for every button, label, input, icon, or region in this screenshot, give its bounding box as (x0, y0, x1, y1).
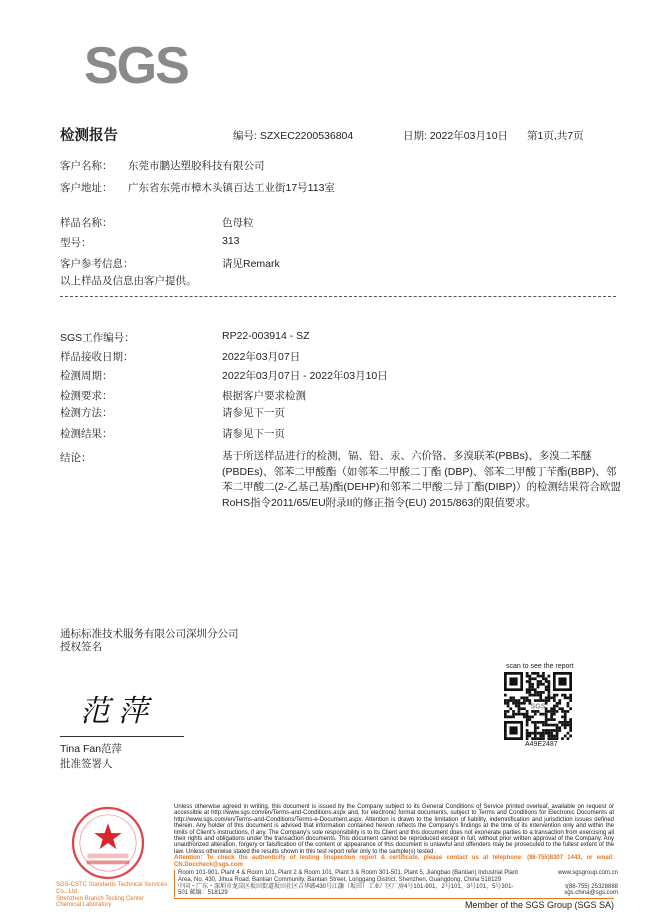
method-label: 检测方法： (60, 407, 113, 419)
qr-caption: scan to see the report (506, 663, 574, 670)
member-notice: Member of the SGS Group (SGS SA) (464, 900, 614, 911)
authorized-signature-label: 授权签名 (60, 641, 102, 653)
client-name-label: 客户名称： (60, 160, 113, 172)
qr-code[interactable] (503, 672, 573, 740)
client-address: 广东省东莞市樟木头镇百达工业街17号113室 (128, 182, 335, 194)
sample-note: 以上样品及信息由客户提供。 (60, 275, 197, 287)
model-label: 型号： (60, 237, 92, 249)
lab-name-block (56, 882, 168, 909)
lab-name-en: SGS-CSTC Standards Technical Services Co., Ltd. (56, 882, 168, 895)
test-period: 2022年03月07日 - 2022年03月10日 (222, 370, 388, 382)
client-address-label: 客户地址： (60, 182, 113, 194)
qr-code-id: A49E2487 (525, 741, 558, 748)
address-cn: 中国・广东・深圳市龙岗区坂田街道坂田社区吉华路430号江灏（坂田）工业厂区厂房4号101-901、2号101、3号101、5号301-501 邮编：518129 (178, 883, 514, 897)
lab-branch-en: Shenzhen Branch Testing Center Chemical Laboratory (56, 895, 144, 909)
received-label: 样品接收日期： (60, 351, 134, 363)
model: 313 (222, 235, 240, 247)
page-indicator: 第1页,共7页 (527, 130, 584, 142)
period-label: 检测周期： (60, 370, 113, 382)
sample-name-label: 样品名称： (60, 217, 113, 229)
address-block (174, 870, 618, 897)
inspection-stamp (66, 805, 150, 881)
received-date: 2022年03月07日 (222, 351, 301, 363)
issuing-company: 通标标准技术服务有限公司深圳分公司 (60, 628, 239, 640)
signatory-role: 批准签署人 (60, 758, 113, 770)
signatory-name: Tina Fan范萍 (60, 743, 123, 755)
request-label: 检测要求： (60, 390, 113, 402)
client-name: 东莞市鹏达塑胶科技有限公司 (128, 160, 265, 172)
test-result: 请参见下一页 (222, 428, 285, 440)
sgs-logo: SGS (84, 37, 188, 95)
authenticity-notice: Attention: To check the authenticity of testing /inspection report & certificate, please contact us at telephone: (86-755)8307 1443, or email: CN.Doccheck@sgs.com (174, 855, 614, 868)
sample-name: 色母粒 (222, 217, 254, 229)
test-method: 请参见下一页 (222, 407, 285, 419)
job-no: RP22-003914 - SZ (222, 330, 310, 342)
handwritten-signature: 范萍 (80, 694, 156, 729)
client-ref: 请见Remark (222, 258, 280, 270)
report-date: 日期: 2022年03月10日 (403, 130, 509, 142)
conclusion-text: 基于所送样品进行的检测，镉、铅、汞、六价铬、多溴联苯(PBBs)、多溴二苯醚(PBDEs)、邻苯二甲酸酯（如邻苯二甲酸二丁酯 (DBP)、邻苯二甲酸丁苄酯(BBP)、邻苯二甲酸二(2-乙基己基)酯(DEHP)和邻苯二甲酸二异丁酯(DIBP)）的检测结果符合欧盟RoHS指令2011/65/EU附录II的修正指令(EU) 2015/863的限值要求。 (222, 450, 621, 509)
conclusion-label: 结论： (60, 452, 92, 464)
report-number: 编号: SZXEC2200536804 (233, 130, 354, 142)
signature-line (60, 736, 184, 737)
qr-center-label: SGS (530, 703, 546, 711)
footer-accent-line (174, 898, 614, 899)
test-request: 根据客户要求检测 (222, 390, 306, 402)
footer (174, 804, 618, 911)
divider (60, 296, 616, 297)
address-en: Room 101-901, Plant 4 & Room 101, Plant 2 & Room 101, Plant 3 & Room 301-501, Plant 5, Jiangbao (Bantian) Industrial Plant Area, No. 430, Jihua Road, Bantian Community, Bantian Street, Longgang District, Shenzhen, Guangdong, China 518129 (178, 870, 518, 883)
disclaimer (174, 804, 614, 868)
contact (518, 884, 618, 898)
disclaimer-text: Unless otherwise agreed in writing, this document is issued by the Company subject to its General Conditions of Service printed overleaf, available on request or accessible at http://www.sgs.com/en/Terms-and-Conditions.aspx and, for electronic format documents, subject to Terms and Conditions for Electronic Documents at http://www.sgs.com/en/Terms-and-Conditions/Terms-e-Document.aspx. Attention is drawn to the limitation of liability, indemnification and jurisdiction issues defined therein. Any holder of this document is advised that information contained hereon reflects the Company's findings at the time of its intervention only and within the limits of Client's instructions, if any. The Company's sole responsibility is to its Client and this document does not exonerate parties to a transaction from exercising all their rights and obligations under the transaction documents. This document cannot be reproduced except in full, without prior written approval of the Company. Any unauthorized alteration, forgery or falsification of the content or appearance of this document is unlawful and offenders may be prosecuted to the fullest extent of the law. Unless otherwise stated the results shown in this test report refer only to the sample(s) tested . (174, 804, 614, 855)
email[interactable]: sgs.china@sgs.com (564, 890, 618, 897)
phone: t(86-755) 25328888 (565, 883, 618, 890)
result-label: 检测结果： (60, 428, 113, 440)
page-title: 检测报告 (60, 128, 118, 144)
website[interactable]: www.sgsgroup.com.cn (557, 870, 618, 877)
client-ref-label: 客户参考信息： (60, 258, 134, 270)
job-no-label: SGS工作编号： (60, 332, 135, 344)
